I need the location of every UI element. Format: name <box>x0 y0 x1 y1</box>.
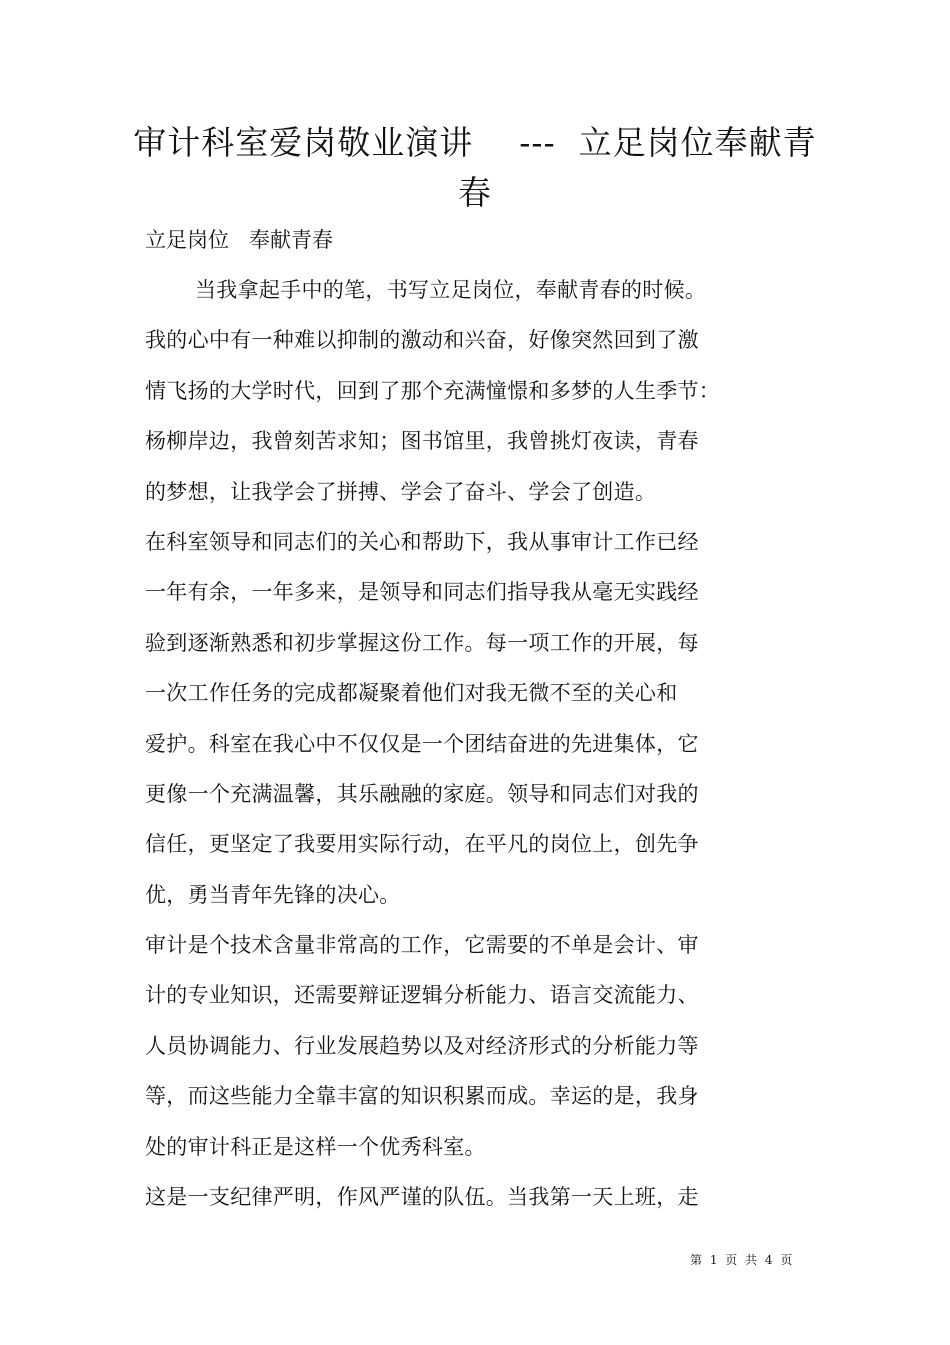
text-line: 爱护。科室在我心中不仅仅是一个团结奋进的先进集体，它 <box>145 731 699 756</box>
text-line: 处的审计科正是这样一个优秀科室。 <box>145 1134 486 1159</box>
text-line: 这是一支纪律严明，作风严谨的队伍。当我第一天上班，走 <box>145 1185 699 1210</box>
text-line: 验到逐渐熟悉和初步掌握这份工作。每一项工作的开展，每 <box>145 630 699 655</box>
text-line: 审计是个技术含量非常高的工作，它需要的不单是会计、审 <box>145 933 699 958</box>
text-line: 我的心中有一种难以抑制的激动和兴奋，好像突然回到了激 <box>145 328 699 353</box>
text-line: 优，勇当青年先锋的决心。 <box>145 882 401 907</box>
text-line: 当我拿起手中的笔，书写立足岗位，奉献青春的时候。 <box>195 278 707 302</box>
text-line: 在科室领导和同志们的关心和帮助下，我从事审计工作已经 <box>145 529 699 554</box>
text-line: 计的专业知识，还需要辩证逻辑分析能力、语言交流能力、 <box>145 983 699 1008</box>
text-line: 更像一个充满温馨，其乐融融的家庭。领导和同志们对我的 <box>145 781 699 806</box>
text-line: 等，而这些能力全靠丰富的知识积累而成。幸运的是，我身 <box>145 1084 699 1109</box>
document-subtitle: 立足岗位 奉献青春 <box>145 228 334 252</box>
text-line: 的梦想，让我学会了拼搏、学会了奋斗、学会了创造。 <box>145 479 657 504</box>
text-line: 情飞扬的大学时代，回到了那个充满憧憬和多梦的人生季节： <box>145 378 721 403</box>
text-line: 一年有余，一年多来，是领导和同志们指导我从毫无实践经 <box>145 580 699 605</box>
text-line: 一次工作任务的完成都凝聚着他们对我无微不至的关心和 <box>145 681 678 706</box>
text-line: 信任，更坚定了我要用实际行动，在平凡的岗位上，创先争 <box>145 832 699 857</box>
page-number-footer: 第 1 页 共 4 页 <box>690 1253 795 1267</box>
text-line: 人员协调能力、行业发展趋势以及对经济形式的分析能力等 <box>145 1033 699 1058</box>
document-body <box>145 265 755 1222</box>
document-title <box>130 118 820 218</box>
title-line-1: 审计科室爱岗敬业演讲 --- 立足岗位奉献青 <box>133 123 817 162</box>
title-line-2: 春 <box>458 173 492 212</box>
text-line: 杨柳岸边，我曾刻苦求知；图书馆里，我曾挑灯夜读，青春 <box>145 429 699 454</box>
